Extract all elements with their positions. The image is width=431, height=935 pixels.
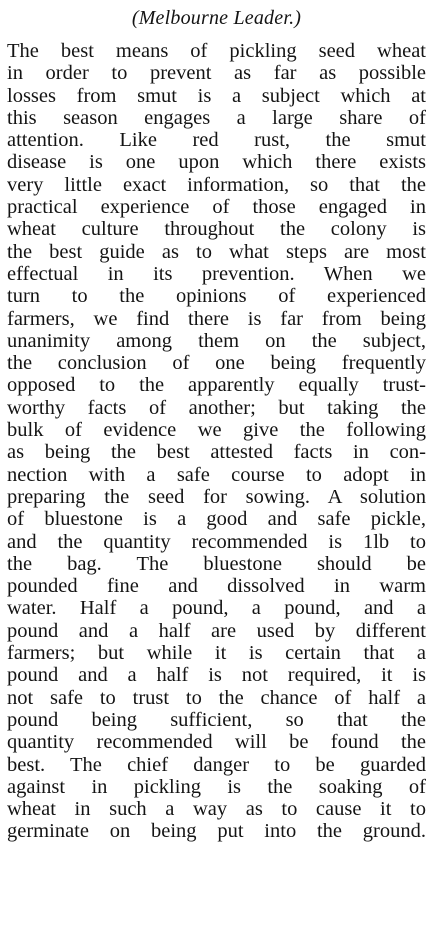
article-line: practical experience of those engaged in	[7, 196, 426, 219]
article-line: pound being sufficient, so that the	[7, 708, 426, 731]
article-line: of bluestone is a good and safe pickle,	[7, 508, 426, 531]
article-line: opposed to the apparently equally trust-	[7, 374, 426, 397]
article-line: farmers; but while it is certain that a	[7, 642, 426, 665]
article-line: the conclusion of one being frequently	[7, 352, 426, 375]
article-line: the bag. The bluestone should be	[7, 552, 426, 575]
article-line: wheat culture throughout the colony is	[7, 218, 426, 241]
article-line: effectual in its prevention. When we	[7, 262, 426, 285]
article-line: as being the best attested facts in con-	[7, 441, 426, 464]
article-line: against in pickling is the soaking of	[7, 775, 426, 798]
article-line: The best means of pickling seed wheat	[7, 40, 426, 62]
article-line: in order to prevent as far as possible	[7, 62, 426, 85]
article-line: water. Half a pound, a pound, and a	[7, 597, 426, 620]
article-line: preparing the seed for sowing. A solution	[7, 485, 426, 508]
article-line: turn to the opinions of experienced	[7, 285, 426, 308]
article-line: germinate on being put into the ground.	[7, 820, 426, 843]
article-line: wheat in such a way as to cause it to	[7, 798, 426, 821]
article-line: farmers, we find there is far from being	[7, 307, 426, 330]
article-line: best. The chief danger to be guarded	[7, 753, 426, 776]
article-line: nection with a safe course to adopt in	[7, 463, 426, 486]
source-attribution: (Melbourne Leader.)	[131, 7, 302, 29]
article-line: losses from smut is a subject which at	[7, 84, 426, 107]
article-line: very little exact information, so that the	[7, 173, 426, 196]
article-line: bulk of evidence we give the following	[7, 419, 426, 442]
article-line: attention. Like red rust, the smut	[7, 129, 426, 152]
article-line: and the quantity recommended is 1lb to	[7, 530, 426, 553]
article-body	[7, 40, 426, 843]
article-line: this season engages a large share of	[7, 106, 426, 129]
article-line: pound and a half are used by different	[7, 619, 426, 642]
article-line: pound and a half is not required, it is	[7, 664, 426, 687]
article-line: worthy facts of another; but taking the	[7, 396, 426, 419]
article-line: quantity recommended will be found the	[7, 731, 426, 754]
article-line: disease is one upon which there exists	[7, 151, 426, 174]
article-line: the best guide as to what steps are most	[7, 240, 426, 263]
article-line: pounded fine and dissolved in warm	[7, 575, 426, 598]
article-line: unanimity among them on the subject,	[7, 329, 426, 352]
article-line: not safe to trust to the chance of half a	[7, 686, 426, 709]
